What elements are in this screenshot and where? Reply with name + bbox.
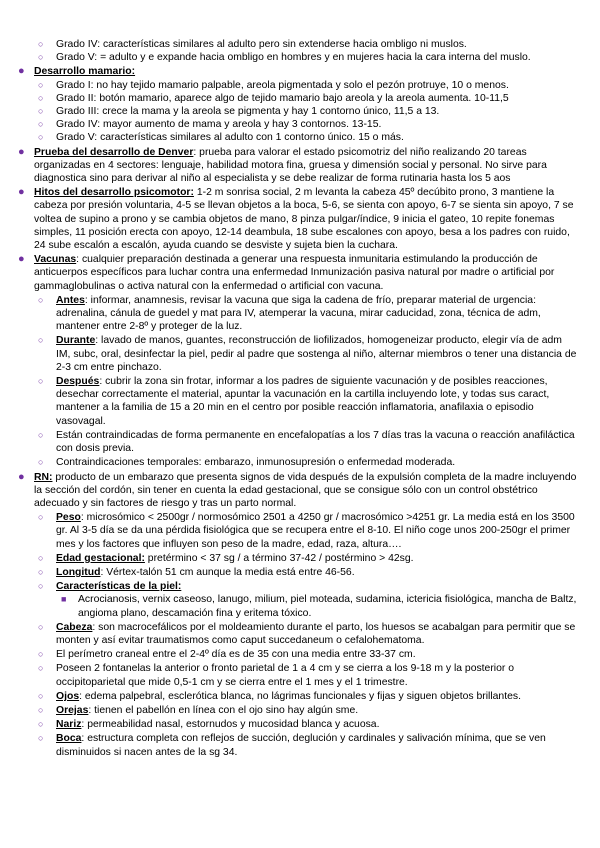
- item-heading: Antes: [56, 294, 85, 306]
- item-heading: Longitud: [56, 566, 101, 578]
- outline: [0, 38, 600, 759]
- list-item: ○ Grado IV: características similares al adulto pero sin extenderse hacia ombligo ni muslos.: [38, 39, 467, 50]
- item-heading: Orejas: [56, 704, 89, 716]
- list-item: ○ Cabeza: son macrocefálicos por el moldeamiento durante el parto, los huesos se acabalgan para permitir que se monten y así evitar traumatismos como caput succedaneum o cefalohematoma.: [38, 621, 576, 646]
- list-item: ○ Boca: estructura completa con reflejos de succión, deglución y cardinales y salivación mínima, que se ven disminuidos si nacen antes de la sg 34.: [38, 733, 546, 758]
- list-item: ○ Durante: lavado de manos, guantes, reconstrucción de liofilizados, homogeneizar producto, elegir vía de adm IM, subc, oral, desinfectar la piel, pedir al padre que sostenga al niño, alternar miembros o tener una distancia de 2-3 cm entre pinchazo.: [38, 335, 577, 373]
- hollow-circle-bullet: ○: [38, 92, 44, 103]
- hollow-circle-bullet: ○: [38, 719, 44, 730]
- bullet-icon: ●: [18, 253, 25, 266]
- section-heading: Vacunas: [34, 254, 77, 266]
- list-item: ○ Edad gestacional: pretérmino < 37 sg / a término 37-42 / postérmino > 42sg.: [38, 552, 414, 564]
- list-item: ○ Grado V: características similares al adulto con 1 contorno único. 15 o más.: [38, 132, 404, 144]
- list-item: ■ Acrocianosis, vernix caseoso, lanugo, milium, piel moteada, sudamina, ictericia fisiológica, mancha de Baltz, angioma plano, descamación fina y eritema tóxico.: [61, 594, 577, 619]
- hollow-circle-bullet: ○: [38, 704, 44, 715]
- list-item: ○ Ojos: edema palpebral, esclerótica blanca, no lágrimas funcionales y fijas y siguen objetos brillantes.: [38, 690, 521, 702]
- list-item: ○ Grado IV: mayor aumento de mama y areola y hay 3 contornos. 13-15.: [38, 119, 382, 131]
- section-heading: RN:: [34, 471, 53, 483]
- hollow-circle-bullet: ○: [38, 733, 44, 744]
- list-item: ○ El perímetro craneal entre el 2-4º día es de 35 con una media entre 33-37 cm.: [38, 649, 416, 661]
- hollow-circle-bullet: ○: [38, 566, 44, 577]
- list-item: [0, 580, 600, 593]
- bullet-icon: ●: [18, 65, 25, 78]
- list-item: ○ Grado I: no hay tejido mamario palpable, areola pigmentada y solo el pezón protruye, 10 o menos.: [38, 79, 509, 91]
- item-heading: Después: [56, 376, 100, 388]
- hollow-circle-bullet: ○: [38, 294, 44, 305]
- item-heading: Boca: [56, 733, 82, 745]
- hollow-circle-bullet: ○: [38, 52, 44, 63]
- list-item: ○ Están contraindicadas de forma permanente en encefalopatías a los 7 días tras la vacuna o reacción anafiláctica con dosis previa.: [38, 429, 575, 455]
- section-heading: Hitos del desarrollo psicomotor:: [34, 187, 194, 199]
- list-item: ○ Antes: informar, anamnesis, revisar la vacuna que siga la cadena de frío, preparar material de urgencia: adrenalina, cánula de guedel y mat para IV, atemperar la vacuna, mirar caducidad, zona, técnica de adm, mantener entre 2-8º y proteger de la luz.: [38, 294, 541, 333]
- bullet-icon: ●: [18, 145, 25, 158]
- item-heading: Edad gestacional:: [56, 552, 145, 564]
- hollow-circle-bullet: ○: [38, 119, 44, 130]
- list-item: ○ Peso: microsómico < 2500gr / normosómico 2501 a 4250 gr / macrosómico >4251 gr. La media está en los 3500 gr. Al 3-5 día se da una pérdida fisiológica que se recupera entre el 8-10. El niño coge unos 200-250gr el primer mes y los factores que influyen son peso de la madre, edad, raza, altura….: [38, 512, 575, 550]
- hollow-circle-bullet: ○: [38, 512, 44, 523]
- list-item: ○ Nariz: permeabilidad nasal, estornudos y mucosidad blanca y acuosa.: [38, 719, 380, 731]
- list-item: ○ Después: cubrir la zona sin frotar, informar a los padres de siguiente vacunación y de posibles reacciones, desechar correctamente el material, apuntar la vacunación en la cartilla incluyendo lote, y todas sus caract, mantener a la familia de 15 a 20 min en el centro por posible reacción inflamatoria, anafilaxia o episodio vasovagal.: [38, 376, 550, 427]
- hollow-circle-bullet: ○: [38, 106, 44, 117]
- hollow-circle-bullet: ○: [38, 376, 44, 387]
- list-item: ○ Poseen 2 fontanelas la anterior o fronto parietal de 1 a 4 cm y se cierra a los 9-18 m y la posterior o occipitoparietal que mide 0,5-1 cm y se cierra entre el 1 mes y el 1 trimestre.: [38, 663, 515, 688]
- item-heading: Peso: [56, 512, 81, 524]
- hollow-circle-bullet: ○: [38, 621, 44, 632]
- section-desarrollo-mamario: [0, 65, 600, 78]
- list-item: ○ Contraindicaciones temporales: embarazo, inmunosupresión o enfermedad moderada.: [38, 457, 456, 469]
- item-heading: Características de la piel:: [56, 581, 182, 593]
- section-vacunas: ● Vacunas: cualquier preparación destinada a generar una respuesta inmunitaria estimulando la producción de anticuerpos específicos para luchar contra una enfermedad Inmunización pasiva natural por madre o artificial por gammaglobulinas o activa natural con la enfermedad o artificial con vacuna.: [18, 253, 555, 292]
- item-heading: Durante: [56, 335, 96, 347]
- section-hitos: ● Hitos del desarrollo psicomotor: 1-2 m sonrisa social, 2 m levanta la cabeza 45º decúbito prono, 3 mantiene la cabeza por presión voluntaria, 4-5 se llevan objetos a la boca, 5-6, se sienta con apoyo, 6-7 se sienta sin apoyo, 7 se voltea de supino a prono y se cambia objetos de mano, 8 pinza pulgar/índice, 9 inicia el gateo, 10 repite fonemas simples, 11 posición erecta con apoyo, 12-14 deambula, 18 sube escalones con apoyo, besa a los padres con ruido, 24 sube escalón a escalón, ayuda cuando se desviste y sujeta bien la cuchara.: [18, 186, 574, 252]
- hollow-circle-bullet: ○: [38, 581, 44, 592]
- hollow-circle-bullet: ○: [38, 132, 44, 143]
- item-heading: Nariz: [56, 719, 82, 731]
- list-item: ○ Grado II: botón mamario, aparece algo de tejido mamario bajo areola y la areola aumenta. 10-11,5: [38, 92, 509, 104]
- hollow-circle-bullet: ○: [38, 79, 44, 90]
- top-spacer: [0, 0, 600, 38]
- list-item: ○ Longitud: Vértex-talón 51 cm aunque la media está entre 46-56.: [38, 566, 355, 578]
- bullet-icon: ●: [18, 186, 25, 199]
- hollow-circle-bullet: ○: [38, 649, 44, 660]
- hollow-circle-bullet: ○: [38, 39, 44, 49]
- hollow-circle-bullet: ○: [38, 429, 44, 440]
- section-heading: Desarrollo mamario:: [34, 66, 136, 78]
- list-item: ○ Grado V: = adulto y e expande hacia ombligo en hombres y en mujeres hacia la cara interna del muslo.: [38, 52, 531, 64]
- item-heading: Cabeza: [56, 621, 93, 633]
- hollow-circle-bullet: ○: [38, 663, 44, 674]
- bullet-icon: ●: [18, 470, 25, 483]
- section-heading: Prueba del desarrollo de Denver: [34, 146, 194, 158]
- square-bullet-icon: ■: [61, 594, 67, 605]
- section-rn: ● RN: producto de un embarazo que presenta signos de vida después de la expulsión completa de la madre incluyendo la sección del cordón, sin tener en cuenta la edad gestacional, que se consigue sólo con un control obstétrico adecuado y sin factores de riesgo y tras un parto normal.: [18, 470, 577, 509]
- item-heading: Ojos: [56, 690, 80, 702]
- hollow-circle-bullet: ○: [38, 335, 44, 346]
- hollow-circle-bullet: ○: [38, 457, 44, 468]
- section-denver: ● Prueba del desarrollo de Denver: prueba para valorar el estado psicomotriz del niño realizando 20 tareas organizadas en 4 sectores: lenguaje, habilidad motora fina, gruesa y dimensión social y personal. No sirve para diagnostica sino para derivar al niño al especialista y se debe realizar de forma rutinaria hasta los 5 aos: [18, 145, 547, 185]
- hollow-circle-bullet: ○: [38, 690, 44, 701]
- hollow-circle-bullet: ○: [38, 552, 44, 563]
- list-item: ○ Orejas: tienen el pabellón en línea con el ojo sino hay algún sme.: [38, 704, 359, 716]
- list-item: ○ Grado III: crece la mama y la areola se pigmenta y hay 1 contorno único, 11,5 a 13.: [38, 106, 440, 118]
